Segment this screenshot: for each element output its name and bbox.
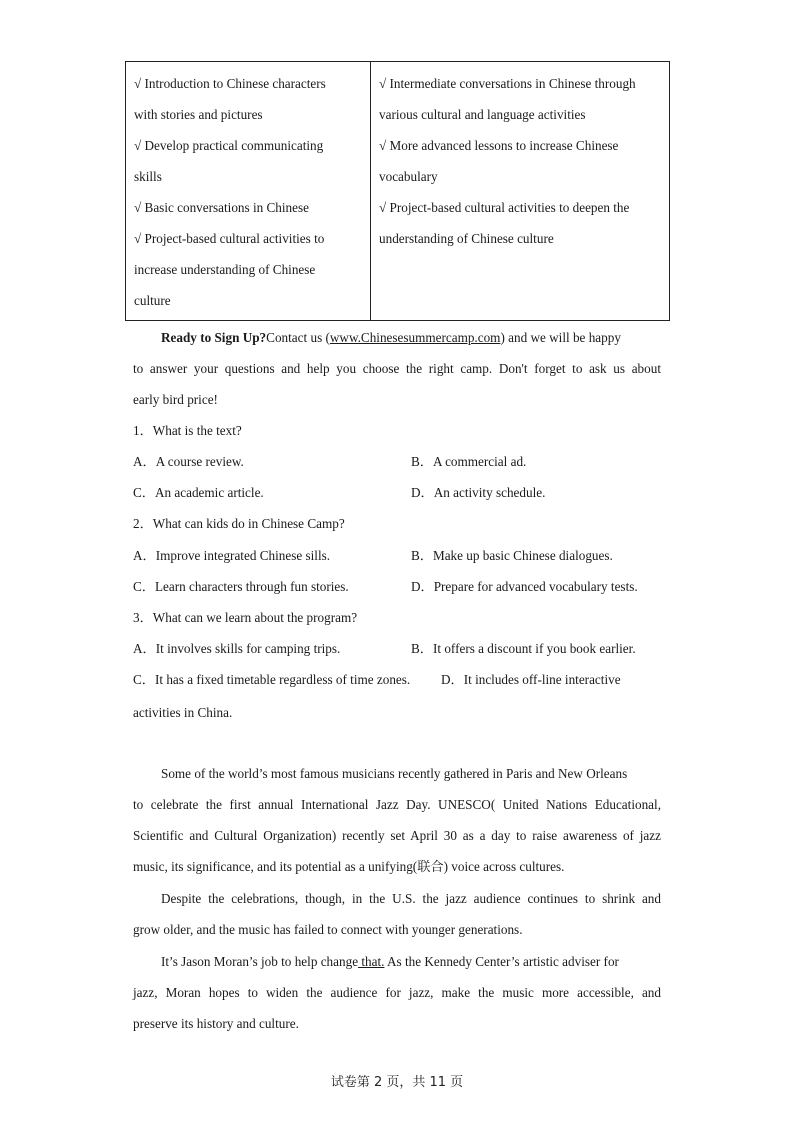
passage-p2-line-1: Despite the celebrations, though, in the U.S. the jazz audience continues to shrink and (161, 891, 661, 906)
table-left-line: with stories and pictures (134, 107, 263, 122)
passage-p3-underlined-word: that. (358, 954, 385, 969)
question-2-option-d[interactable]: D．Prepare for advanced vocabulary tests. (411, 579, 638, 594)
passage-p3-line-3: preserve its history and culture. (133, 1016, 299, 1031)
signup-contact-suffix: ) and we will be happy (500, 330, 621, 345)
signup-line-1 (161, 328, 661, 348)
question-3-option-b[interactable]: B．It offers a discount if you book earlier. (411, 641, 636, 656)
table-left-line: increase understanding of Chinese (134, 262, 316, 277)
signup-website-link[interactable]: www.Chinesesummercamp.com (329, 330, 501, 345)
passage-p3-line-2: jazz, Moran hopes to widen the audience for jazz, make the music more accessible, and (133, 985, 661, 1000)
table-right-line: various cultural and language activities (379, 107, 586, 122)
question-1-option-c[interactable]: C．An academic article. (133, 485, 264, 500)
table-left-line: skills (134, 169, 162, 184)
question-2-stem: 2．What can kids do in Chinese Camp? (133, 516, 345, 531)
page-footer: 试卷第 2 页，共 11 页 (330, 1075, 464, 1090)
question-1-option-b[interactable]: B．A commercial ad. (411, 454, 527, 469)
table-right-column (371, 62, 669, 320)
passage-p1-line-2: to celebrate the first annual International Jazz Day. UNESCO( United Nations Educational, (133, 797, 661, 812)
signup-heading: Ready to Sign Up? (161, 330, 267, 345)
table-right-line: √ More advanced lessons to increase Chinese (379, 138, 619, 153)
passage-p3-prefix: It’s Jason Moran’s job to help change (161, 954, 359, 969)
table-right-line: √ Intermediate conversations in Chinese through (379, 76, 636, 91)
question-3-option-a[interactable]: A．It involves skills for camping trips. (133, 641, 341, 656)
passage-p1-line-1: Some of the world’s most famous musicians recently gathered in Paris and New Orleans (161, 766, 628, 781)
question-1-option-d[interactable]: D．An activity schedule. (411, 485, 546, 500)
passage-p3-line-1 (161, 952, 661, 972)
question-2-option-b[interactable]: B．Make up basic Chinese dialogues. (411, 548, 613, 563)
table-right-line: vocabulary (379, 169, 438, 184)
table-left-line: √ Introduction to Chinese characters (134, 76, 326, 91)
signup-contact-prefix: Contact us ( (266, 330, 330, 345)
signup-line-2: to answer your questions and help you choose the right camp. Don't forget to ask us about (133, 361, 661, 376)
question-2-option-c[interactable]: C．Learn characters through fun stories. (133, 579, 349, 594)
table-right-line: √ Project-based cultural activities to deepen the (379, 200, 630, 215)
passage-p1-line-3: Scientific and Cultural Organization) recently set April 30 as a day to raise awareness of jazz (133, 828, 661, 843)
passage-p3-suffix: As the Kennedy Center’s artistic adviser for (384, 954, 619, 969)
camp-course-table (125, 61, 670, 321)
table-left-line: culture (134, 293, 171, 308)
table-left-line: √ Basic conversations in Chinese (134, 200, 309, 215)
table-left-line: √ Project-based cultural activities to (134, 231, 325, 246)
table-left-line: √ Develop practical communicating (134, 138, 324, 153)
question-1-stem: 1．What is the text? (133, 423, 242, 438)
signup-line-3: early bird price! (133, 392, 218, 407)
question-3-option-c[interactable]: C．It has a fixed timetable regardless of time zones. (133, 672, 411, 687)
passage-p1-line-4: music, its significance, and its potential as a unifying(联合) voice across cultures. (133, 859, 565, 874)
question-1-option-a[interactable]: A．A course review. (133, 454, 244, 469)
question-3-option-d[interactable]: D．It includes off-line interactive (441, 672, 621, 687)
table-left-column (126, 62, 371, 320)
question-3-option-d-continued: activities in China. (133, 705, 233, 720)
question-3-stem: 3．What can we learn about the program? (133, 610, 358, 625)
table-right-line: understanding of Chinese culture (379, 231, 554, 246)
question-2-option-a[interactable]: A．Improve integrated Chinese sills. (133, 548, 331, 563)
passage-p2-line-2: grow older, and the music has failed to connect with younger generations. (133, 922, 523, 937)
